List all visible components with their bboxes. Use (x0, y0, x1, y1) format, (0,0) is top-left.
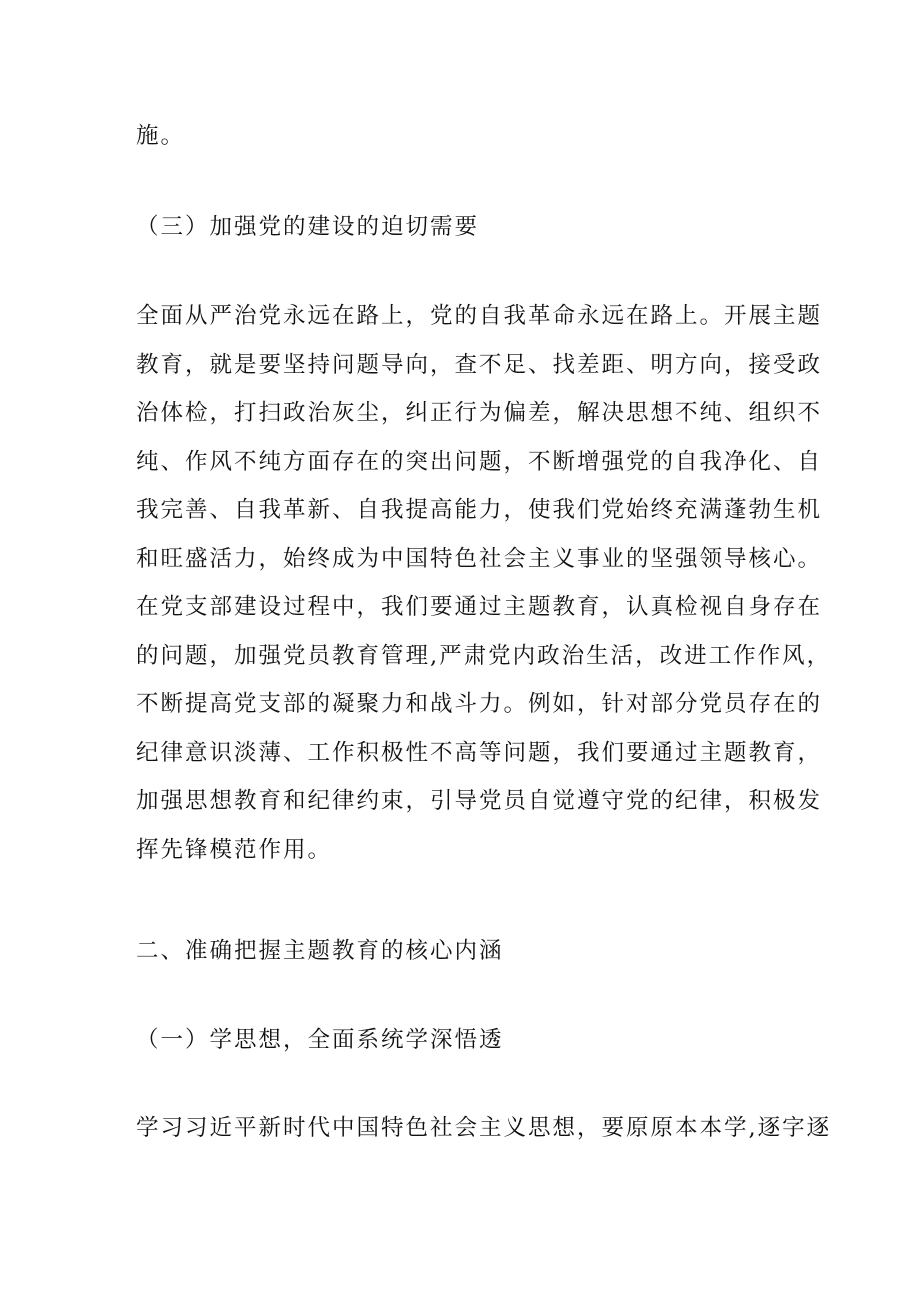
subsection-heading-1 (136, 1016, 504, 1065)
heading-text: 二、准确把握主题教育的核心内涵 (136, 938, 504, 964)
section-heading-3 (136, 203, 479, 252)
body-paragraph-2 (136, 1104, 831, 1153)
paragraph-fragment (136, 112, 185, 161)
heading-text: （一）学思想，全面系统学深悟透 (136, 1027, 504, 1053)
text-line: 加强思想教育和纪律约束，引导党员自觉遵守党的纪律，积极发 (136, 788, 823, 814)
text-line: 全面从严治党永远在路上，党的自我革命永远在路上。开展主题 (136, 303, 823, 329)
text-line: 施。 (136, 123, 186, 149)
text-line: 我完善、自我革新、自我提高能力，使我们党始终充满蓬勃生机 (136, 497, 823, 523)
text-line: 不断提高党支部的凝聚力和战斗力。例如，针对部分党员存在的 (136, 691, 823, 717)
text-line: 纪律意识淡薄、工作积极性不高等问题，我们要通过主题教育， (136, 739, 823, 766)
heading-text: （三）加强党的建设的迫切需要 (136, 214, 480, 240)
body-paragraph-1 (136, 292, 831, 874)
text-line: 学习习近平新时代中国特色社会主义思想，要原原本本学,逐字逐 (136, 1115, 832, 1141)
section-heading-2 (136, 927, 504, 976)
text-line: 和旺盛活力，始终成为中国特色社会主义事业的坚强领导核心。 (136, 545, 823, 572)
text-line: 的问题，加强党员教育管理,严肃党内政治生活，改进工作作风， (136, 642, 832, 669)
text-line: 挥先锋模范作用。 (136, 836, 333, 863)
text-line: 在党支部建设过程中，我们要通过主题教育，认真检视自身存在 (136, 594, 823, 620)
text-line: 纯、作风不纯方面存在的突出问题，不断增强党的自我净化、自 (136, 448, 823, 475)
text-line: 治体检，打扫政治灰尘，纠正行为偏差，解决思想不纯、组织不 (136, 400, 823, 426)
text-line: 教育，就是要坚持问题导向，查不足、找差距、明方向，接受政 (136, 351, 823, 378)
